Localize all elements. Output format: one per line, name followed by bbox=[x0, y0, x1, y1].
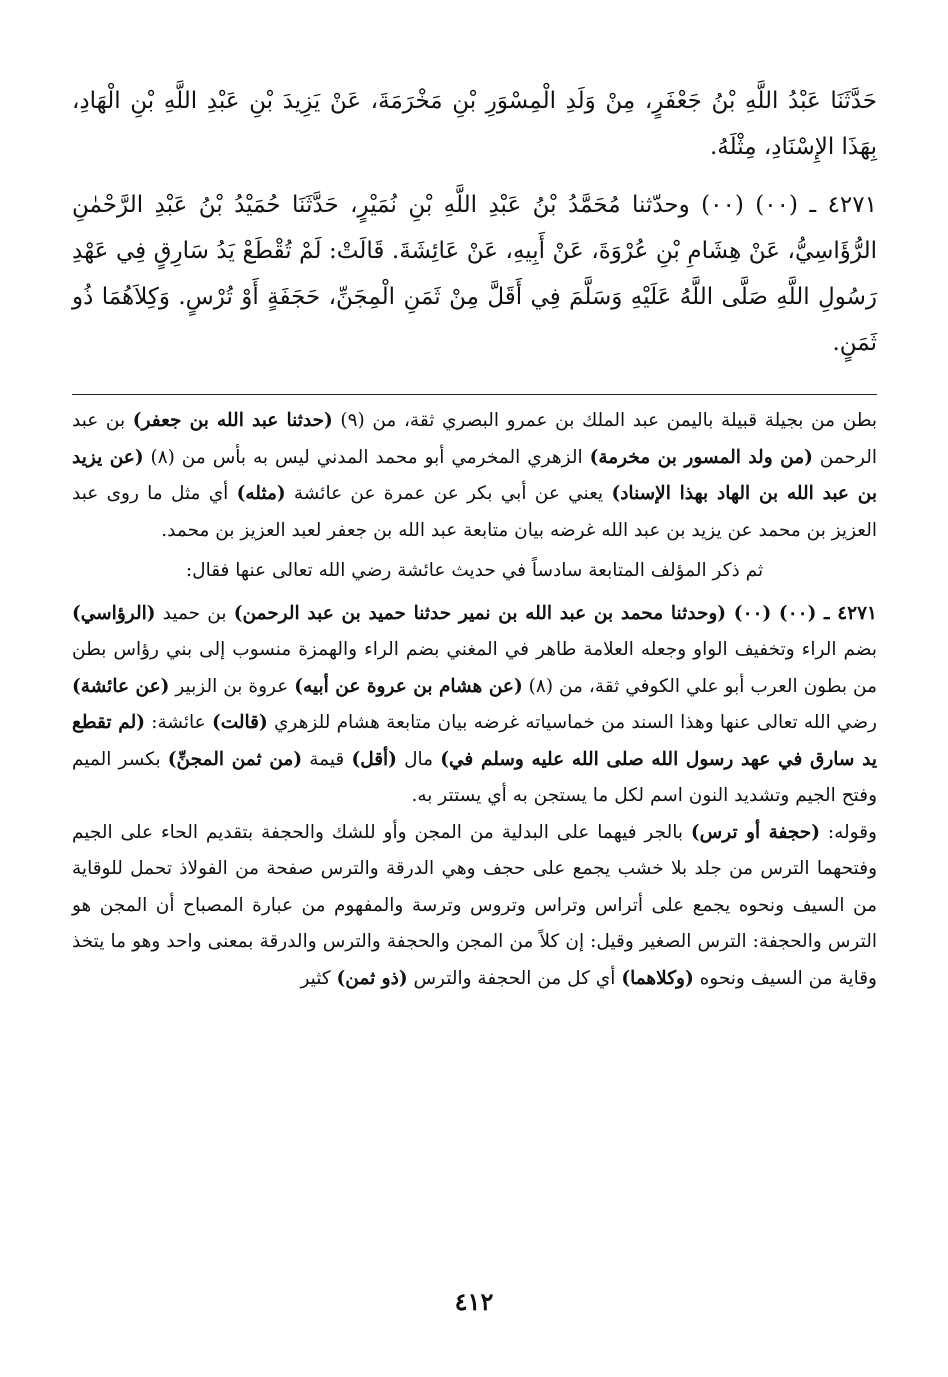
commentary-quote: (الرؤاسي) bbox=[72, 602, 156, 624]
commentary-text: وقوله: bbox=[819, 821, 877, 843]
commentary-text: بن عبد الرحمن bbox=[72, 410, 877, 468]
commentary-quote: (من ثمن المجنِّ) bbox=[167, 748, 303, 770]
commentary-text: الزهري المخرمي أبو محمد المدني ليس به بأس من (٨) bbox=[143, 446, 590, 468]
commentary-text: بن حميد bbox=[155, 602, 234, 624]
commentary-text: مال bbox=[396, 748, 441, 770]
commentary-quote: (ذو ثمن) bbox=[336, 967, 408, 989]
hadith-paragraph-1: حَدَّثَنَا عَبْدُ اللَّهِ بْنُ جَعْفَرٍ، مِنْ وَلَدِ الْمِسْوَرِ بْنِ مَخْرَمَةَ، عَنْ يَزِيدَ بْنِ عَبْدِ اللَّهِ بْنِ الْهَادِ، بِهَذَا الإِسْنَادِ، مِثْلَهُ. bbox=[72, 88, 877, 160]
commentary-quote: (لم تقطع يد سارق في عهد رسول الله صلى الله عليه وسلم في) bbox=[72, 712, 877, 770]
commentary-text: قيمة bbox=[302, 748, 352, 770]
commentary-quote: (عن يزيد بن عبد الله بن الهاد بهذا الإسناد) bbox=[72, 446, 877, 504]
commentary-text: رضي الله تعالى عنها وهذا السند من خماسياته غرضه بيان متابعة هشام للزهري bbox=[267, 712, 877, 733]
page-number: ٤١٢ bbox=[454, 1287, 494, 1316]
commentary-quote: (مثله) bbox=[236, 483, 286, 504]
commentary-text: أي مثل ما روى عبد العزيز بن محمد عن يزيد بن عبد الله غرضه بيان متابعة عبد الله بن جعفر لعبد العزيز بن محمد. bbox=[72, 483, 877, 541]
commentary-text: أي كل من الحجفة والترس bbox=[407, 967, 622, 989]
commentary-quote: (حجفة أو ترس) bbox=[690, 821, 820, 843]
commentary-quote: (وكلاهما) bbox=[621, 967, 694, 989]
commentary-text: بالجر فيهما على البدلية من المجن وأو للشك والحجفة بتقديم الحاء على الجيم وفتحهما الترس من جلد بلا خشب يجمع على حجف وهي الدرقة والترس صفحة من الفولاذ تحمل للوقاية من السيف ونحوه يجمع على أتراس وتراس وتروس وترسة والمفهوم من عبارة المصباح أن المجن هو الترس والحجفة: الترس الصغير وقيل: إن كلاً من المجن والحجفة والترس والدرقة بمعنى واحد وهو ما يتخذ وقاية من السيف ونحوه bbox=[72, 821, 877, 989]
commentary-text: يعني عن أبي بكر عن عمرة عن عائشة bbox=[285, 483, 612, 504]
commentary-text: عائشة: bbox=[145, 712, 212, 733]
commentary-text: عروة بن الزبير bbox=[169, 675, 295, 697]
commentary-text: كثير bbox=[300, 967, 337, 989]
commentary-quote: (أقل) bbox=[351, 748, 397, 770]
commentary-paragraph-2: ثم ذكر المؤلف المتابعة سادساً في حديث عائشة رضي الله تعالى عنها فقال: bbox=[185, 560, 764, 581]
commentary-quote: ٤٢٧١ ـ (٠٠) (٠٠) (وحدثنا محمد بن عبد الله بن نمير حدثنا حميد بن عبد الرحمن) bbox=[233, 602, 877, 624]
page-content bbox=[72, 78, 877, 997]
commentary-quote: (قالت) bbox=[211, 712, 268, 733]
commentary-quote: (حدثنا عبد الله بن جعفر) bbox=[132, 410, 333, 431]
commentary-paragraph-3 bbox=[72, 596, 877, 815]
commentary-quote: (عن عائشة) bbox=[72, 675, 170, 697]
commentary-text: بكسر الميم وفتح الجيم وتشديد النون اسم لكل ما يستجن به أي يستتر به. bbox=[72, 748, 877, 806]
commentary-text: بطن من بجيلة قبيلة باليمن عبد الملك بن عمرو البصري ثقة، من (٩) bbox=[332, 410, 878, 431]
footnote-separator bbox=[72, 394, 877, 395]
commentary-quote: (من ولد المسور بن مخرمة) bbox=[589, 446, 813, 468]
commentary-paragraph-1 bbox=[72, 403, 877, 549]
commentary-text: بضم الراء وتخفيف الواو وجعله العلامة طاهر في المغني بضم الراء والهمزة منسوب إلى بني رؤاس بطن من بطون العرب أبو علي الكوفي ثقة، من (٨) bbox=[72, 639, 877, 697]
commentary-paragraph-4 bbox=[72, 815, 877, 998]
commentary-quote: (عن هشام بن عروة عن أبيه) bbox=[294, 675, 523, 697]
hadith-paragraph-4271: ٤٢٧١ ـ (٠٠) (٠٠) وحدّثنا مُحَمَّدُ بْنُ عَبْدِ اللَّهِ بْنِ نُمَيْرٍ، حَدَّثَنَا حُمَيْدُ بْنُ عَبْدِ الرَّحْمٰنِ الرُّؤَاسِيُّ، عَنْ هِشَامِ بْنِ عُرْوَةَ، عَنْ أَبِيهِ، عَنْ عَائِشَةَ. قَالَتْ: لَمْ تُقْطَعْ يَدُ سَارِقٍ فِي عَهْدِ رَسُولِ اللَّهِ صَلَّى اللَّهُ عَلَيْهِ وَسَلَّمَ فِي أَقَلَّ مِنْ ثَمَنِ الْمِجَنِّ، حَجَفَةٍ أَوْ تُرْسٍ. وَكِلاَهُمَا ذُو ثَمَنٍ. bbox=[72, 192, 877, 356]
